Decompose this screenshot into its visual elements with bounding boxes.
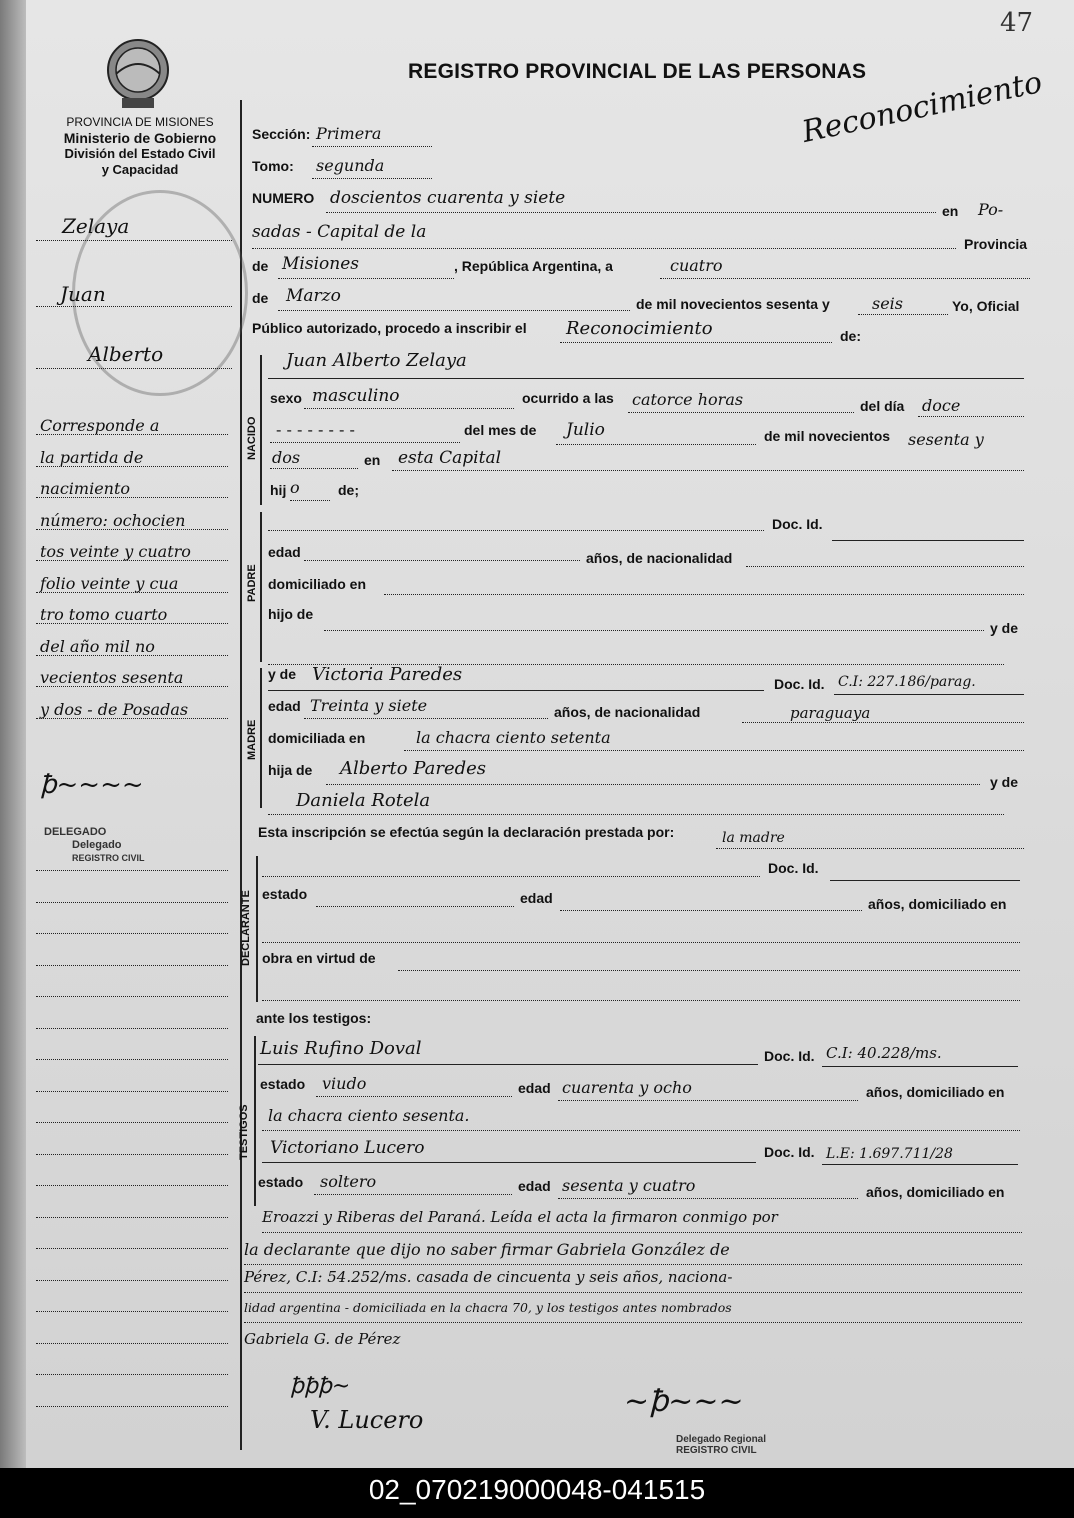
numero-label: NUMERO (252, 190, 315, 206)
de-mil-label: de mil novecientos (764, 428, 891, 444)
yo-oficial-label: Yo, Oficial (952, 298, 1020, 314)
field-line (244, 1292, 1022, 1293)
madre-doc-value: C.I: 227.186/parag. (838, 674, 976, 690)
testigos-section-rule (254, 1036, 256, 1206)
field-line (628, 412, 854, 413)
field-line (244, 1322, 1022, 1323)
field-line (324, 630, 984, 631)
city-value-a: Po- (978, 200, 1004, 219)
margin-line (36, 497, 228, 498)
margin-line (36, 686, 228, 687)
official-stamp-text: Delegado Regional (676, 1434, 767, 1445)
padre-side-label: PADRE (246, 564, 258, 602)
field-line (244, 1264, 1022, 1265)
margin-line (36, 1185, 228, 1186)
margin-stamp (44, 826, 145, 865)
provincia-label: Provincia (964, 236, 1028, 252)
ano-nac-value: sesenta y (908, 430, 984, 449)
margin-line (36, 1217, 228, 1218)
field-line (268, 690, 764, 691)
testigo2-value: Victoriano Lucero (270, 1138, 425, 1158)
margin-note-line: vecientos sesenta (40, 668, 184, 687)
madre-madre-value: Daniela Rotela (296, 790, 431, 811)
field-line (270, 442, 460, 443)
cierre-line-4: lidad argentina - domiciliada en la chacra 70, y los testigos antes nombrados (244, 1300, 732, 1315)
margin-stamp-text: DELEGADO (44, 826, 107, 838)
ano-nac-value-2: dos (272, 448, 301, 467)
seccion-label: Sección: (252, 126, 311, 142)
field-line (404, 750, 1024, 751)
testigo2-doc-value: L.E: 1.697.711/28 (826, 1146, 953, 1162)
de-label: de (252, 258, 269, 274)
testigo1-value: Luis Rufino Doval (260, 1038, 422, 1059)
margin-line (36, 718, 228, 719)
field-line (326, 212, 936, 213)
field-line (262, 1130, 1020, 1131)
page-title: REGISTRO PROVINCIAL DE LAS PERSONAS (408, 60, 867, 83)
hora-value: catorce horas (632, 390, 744, 409)
provincia-value: Misiones (282, 254, 359, 274)
field-line (326, 784, 980, 785)
city-value-b: sadas - Capital de la (252, 222, 427, 242)
margin-line (36, 1091, 228, 1092)
margin-name2: Alberto (88, 342, 164, 366)
ano-label: de mil novecientos sesenta y (636, 296, 830, 312)
margin-line (36, 1122, 228, 1123)
firma-testigo: V. Lucero (310, 1406, 424, 1434)
margin-line (36, 933, 228, 934)
ante-testigos-label: ante los testigos: (256, 1010, 372, 1026)
margin-name1: Juan (60, 282, 106, 306)
testigo2-estado-value: soltero (320, 1172, 377, 1191)
madre-section-rule (260, 668, 262, 808)
margin-note (40, 410, 191, 725)
margin-line (36, 1311, 228, 1312)
de-label-2: de (252, 290, 269, 306)
anos-nac-label: años, de nacionalidad (586, 550, 733, 566)
field-line (560, 910, 862, 911)
numero-value: doscientos cuarenta y siete (330, 188, 566, 208)
margin-note-line: número: ochocien (40, 510, 186, 530)
field-line (822, 1164, 1018, 1165)
y-de-madre-label-2: y de (990, 774, 1019, 790)
division-name-2: y Capacidad (101, 162, 179, 177)
nacido-section-rule (260, 355, 262, 505)
field-line (312, 178, 432, 179)
field-line (918, 416, 1024, 417)
margin-line (36, 965, 228, 966)
margin-stamp-text: REGISTRO CIVIL (72, 853, 145, 863)
field-line (832, 540, 1024, 541)
field-line (268, 530, 764, 531)
testigo2-edad-label: edad (518, 1178, 551, 1194)
dia-nac-value: doce (922, 396, 961, 415)
ano-value: seis (872, 294, 904, 313)
domiciliada-label: domiciliada en (268, 730, 366, 746)
margin-line (36, 1374, 228, 1375)
hija-de-label: hija de (268, 762, 313, 778)
field-line (262, 876, 760, 877)
nombre-value: Juan Alberto Zelaya (286, 350, 467, 371)
margin-note-line: Corresponde a (40, 416, 160, 435)
nacido-side-label: NACIDO (246, 416, 258, 460)
testigo2-doc-label: Doc. Id. (764, 1144, 815, 1160)
issuer-block (40, 114, 240, 178)
inscripcion-label: Esta inscripción se efectúa según la declaración prestada por: (258, 824, 675, 840)
field-line (392, 470, 1024, 471)
field-line (858, 314, 948, 315)
republica-label: , República Argentina, a (454, 258, 613, 274)
declarante-section-rule (256, 856, 258, 1002)
de-colon-label: de: (840, 328, 861, 344)
field-line (278, 310, 630, 311)
cierre-line-3: Pérez, C.I: 54.252/ms. casada de cincuenta y seis años, naciona- (244, 1268, 733, 1286)
cierre-line-2: la declarante que dijo no saber firmar Gabriela González de (244, 1240, 730, 1259)
tomo-label: Tomo: (252, 158, 294, 174)
field-line (262, 1232, 1022, 1233)
signature-scribble: ꝥꝥꝥ~ (290, 1374, 351, 1399)
margin-note-line: tos veinte y cuatro (40, 542, 191, 561)
marginal-annotation: Reconocimiento (799, 64, 1046, 151)
margin-line (36, 902, 228, 903)
field-line (822, 1066, 1018, 1067)
margin-stamp-text: Delegado (72, 839, 122, 851)
testigo1-anos-label: años, domiciliado en (866, 1084, 1005, 1100)
margin-line (36, 1406, 228, 1407)
en-label-2: en (364, 452, 381, 468)
field-line (278, 278, 454, 279)
testigo1-estado-label: estado (260, 1076, 306, 1092)
margin-line (36, 1280, 228, 1281)
testigo1-doc-label: Doc. Id. (764, 1048, 815, 1064)
margin-line (36, 1059, 228, 1060)
madre-dom-value: la chacra ciento setenta (416, 728, 611, 747)
madre-nombre-value: Victoria Paredes (312, 664, 463, 685)
declarante-doc-label: Doc. Id. (768, 860, 819, 876)
margin-note-line: y dos - de Posadas (40, 699, 189, 719)
madre-padre-value: Alberto Paredes (340, 758, 487, 779)
seccion-value: Primera (316, 124, 382, 143)
field-line (268, 378, 1024, 379)
margin-note-line: tro tomo cuarto (40, 605, 168, 624)
margin-line (36, 529, 228, 530)
madre-side-label: MADRE (246, 719, 258, 760)
mes-nac-value: Julio (566, 420, 605, 440)
declarante-value: la madre (722, 830, 785, 846)
testigo1-dom-value: la chacra ciento sesenta. (268, 1106, 470, 1125)
margin-line (36, 560, 228, 561)
field-line (558, 1198, 858, 1199)
sexo-label: sexo (270, 390, 302, 406)
official-stamp-text: REGISTRO CIVIL (676, 1445, 757, 1456)
testigo2-estado-label: estado (258, 1174, 304, 1190)
field-line (270, 468, 358, 469)
field-line (312, 146, 432, 147)
margin-line (36, 1028, 228, 1029)
field-line (314, 1194, 512, 1195)
sexo-value: masculino (312, 386, 400, 406)
declarante-side-label: DECLARANTE (240, 890, 252, 966)
testigo1-estado-value: viudo (322, 1074, 367, 1093)
field-line (304, 718, 548, 719)
declarante-anos-label: años, domiciliado en (868, 896, 1007, 912)
cierre-line-1: Eroazzi y Riberas del Paraná. Leída el acta la firmaron conmigo por (262, 1208, 778, 1226)
field-line (834, 694, 1024, 695)
margin-note-line: nacimiento (40, 479, 131, 498)
field-line (660, 278, 1030, 279)
del-dia-label: del día (860, 398, 905, 414)
obra-label: obra en virtud de (262, 950, 376, 966)
dia-value: cuatro (670, 256, 723, 275)
province-name: PROVINCIA DE MISIONES (66, 115, 214, 129)
field-line (252, 248, 956, 249)
field-line (316, 906, 514, 907)
margin-note-line: folio veinte y cua (40, 573, 179, 593)
padre-section-rule (260, 512, 262, 662)
madre-nac-value: paraguaya (790, 704, 871, 722)
margin-line (36, 870, 228, 871)
tomo-value: segunda (316, 156, 385, 175)
margin-line (36, 996, 228, 997)
en-label: en (942, 203, 959, 219)
field-line (556, 444, 756, 445)
field-line (716, 848, 1024, 849)
hijo-de-label: de; (338, 482, 359, 498)
lugar-value: esta Capital (398, 448, 502, 468)
madre-edad-value: Treinta y siete (310, 696, 428, 715)
margin-line (36, 1343, 228, 1344)
field-line (304, 560, 580, 561)
margin-line (36, 592, 228, 593)
hijo-de-padre-label: hijo de (268, 606, 314, 622)
margin-line (36, 1248, 228, 1249)
field-line (262, 1000, 1020, 1001)
mes-value: Marzo (286, 286, 341, 306)
field-line (258, 1064, 758, 1065)
field-line (560, 342, 832, 343)
dia-nac-dash: - - - - - - - - (276, 420, 355, 439)
testigo1-edad-label: edad (518, 1080, 551, 1096)
margin-line (36, 623, 228, 624)
publico-label: Público autorizado, procedo a inscribir el (252, 320, 527, 336)
margin-signature: ꝥ~~~~ (40, 770, 144, 800)
official-signature: ~ꝥ~~~ (624, 1384, 744, 1419)
madre-edad-label: edad (268, 698, 301, 714)
field-line (268, 814, 1004, 815)
field-line (830, 880, 1020, 881)
field-line (262, 942, 1020, 943)
margin-line (36, 240, 232, 241)
hijo-label: hij (270, 482, 287, 498)
domiciliado-label: domiciliado en (268, 576, 367, 592)
testigo2-anos-label: años, domiciliado en (866, 1184, 1005, 1200)
ministry-name: Ministerio de Gobierno (63, 130, 217, 146)
field-line (384, 594, 1024, 595)
testigos-side-label: TESTIGOS (238, 1104, 250, 1160)
y-de-label: y de (990, 620, 1019, 636)
field-line (262, 1162, 756, 1163)
field-line (304, 408, 514, 409)
margin-line (36, 434, 228, 435)
hijo-o-value: o (290, 478, 300, 497)
page-number: 47 (1000, 8, 1034, 38)
margin-line (36, 306, 232, 307)
margin-surname: Zelaya (62, 214, 130, 238)
doc-id-label: Doc. Id. (772, 516, 823, 532)
firma-declarante: Gabriela G. de Pérez (244, 1330, 401, 1348)
margin-note-line: del año mil no (40, 636, 155, 656)
coat-of-arms-emblem (102, 34, 174, 110)
ocurrido-label: ocurrido a las (522, 390, 614, 406)
testigo1-edad-value: cuarenta y ocho (562, 1078, 692, 1097)
field-line (316, 1096, 512, 1097)
field-line (290, 500, 330, 501)
declarante-edad-label: edad (520, 890, 553, 906)
y-de-madre-label: y de (268, 666, 297, 682)
division-name: División del Estado Civil (64, 146, 216, 161)
margin-line (36, 466, 228, 467)
field-line (746, 566, 1024, 567)
margin-line (36, 655, 228, 656)
binding-edge (0, 0, 26, 1468)
field-line (558, 1100, 858, 1101)
testigo1-doc-value: C.I: 40.228/ms. (826, 1044, 942, 1062)
official-stamp (676, 1434, 766, 1456)
margin-line (36, 1154, 228, 1155)
madre-doc-label: Doc. Id. (774, 676, 825, 692)
margin-note-line: la partida de (40, 447, 144, 467)
testigo2-edad-value: sesenta y cuatro (562, 1176, 696, 1195)
field-line (398, 970, 1020, 971)
footer-code: 02_070219000048-041515 (0, 1468, 1074, 1518)
declarante-estado-label: estado (262, 886, 308, 902)
madre-nac-label: años, de nacionalidad (554, 704, 701, 720)
field-line (742, 722, 1024, 723)
edad-label: edad (268, 544, 301, 560)
margin-line (36, 368, 232, 369)
del-mes-label: del mes de (464, 422, 537, 438)
acto-value: Reconocimiento (566, 318, 713, 339)
